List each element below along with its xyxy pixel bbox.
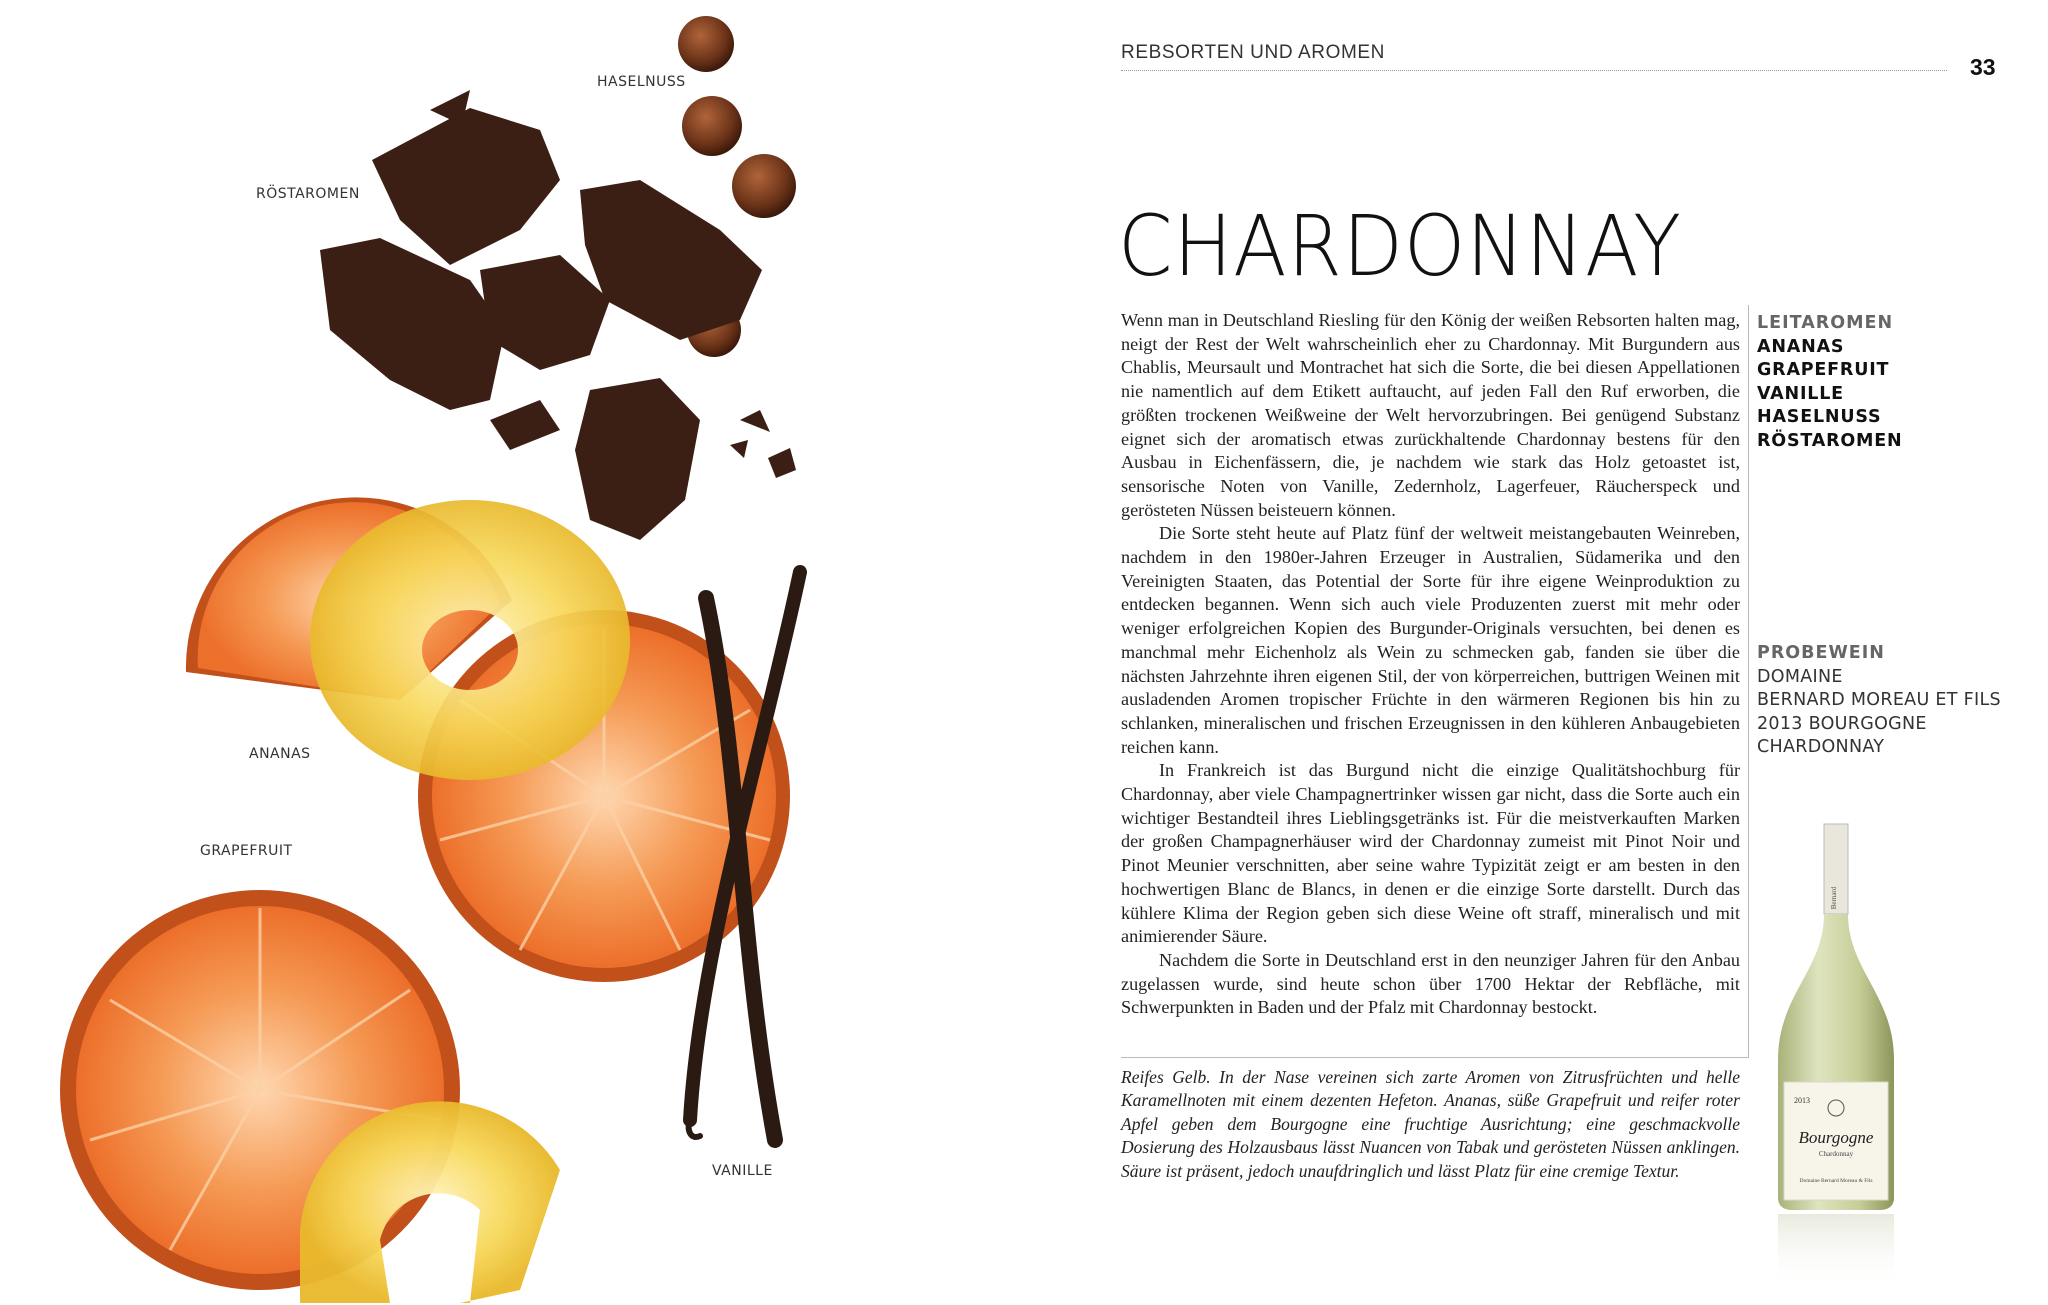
leitaromen-heading: LEITAROMEN xyxy=(1757,313,1894,333)
bottle-name: Bourgogne xyxy=(1798,1128,1874,1147)
column-divider xyxy=(1748,305,1749,1057)
label-ananas: ANANAS xyxy=(249,746,311,762)
hazelnut xyxy=(682,96,742,156)
label-vanille: VANILLE xyxy=(712,1163,773,1179)
article-paragraph: Die Sorte steht heute auf Platz fünf der weltweit meistangebauten Weinreben, nachdem in den 1980er-Jahren Erzeuger in Australien, Südamerika und den Vereinigten Staaten, das Potential der Sorte für ihre eigene Weinproduktion zu entdecken begannen. Wenn sich auch viele Produzenten zuerst mit mehr oder weniger erfolgreichen Kopien des Burgunder-Originals versuchten, bei denen es manchmal mehr Eichenholz als Wein zu schmecken gab, fanden sie über die nächsten Jahrzehnte ihren eigenen Stil, der von körperreichen, buttrigen Weinen mit ausladenden Aromen tropischer Früchte in den wärmeren Regionen bis hin zu schlanken, mineralischen und frischen Erzeugnissen in den kühleren Anbaugebieten reichen kann. xyxy=(1121,523,1740,757)
label-roestaromen: RÖSTAROMEN xyxy=(256,186,360,202)
article-paragraph: In Frankreich ist das Burgund nicht die einzige Qualitätshochburg für Chardonnay, aber viele Champagnertrinker wissen gar nicht, dass die Sorte auch ein wichtiger Bestandteil ihres Lieblingsgetränks ist. Für die meistverkauften Marken der großen Champagnerhäuser wird der Chardonnay zumeist mit Pinot Noir und Pinot Meunier verschnitten, aber seine wahre Typizität zeigt er am besten in den hochwertigen Blanc de Blancs, in denen er die einzige Sorte darstellt. Durch das kühlere Klima der Region geben sich diese Weine oft straff, mineralisch und mit animierender Säure. xyxy=(1121,760,1740,947)
aroma-item: GRAPEFRUIT xyxy=(1757,360,1890,380)
bottle-capsule-text: Bernard xyxy=(1830,886,1838,910)
label-haselnuss: HASELNUSS xyxy=(597,74,686,90)
probewein-box xyxy=(1757,642,2001,760)
bottle-vintage: 2013 xyxy=(1794,1096,1810,1105)
aroma-item: VANILLE xyxy=(1757,383,1844,404)
hazelnut xyxy=(678,16,734,72)
probewein-heading: PROBEWEIN xyxy=(1757,643,1885,663)
bottle-producer: Domaine Bernard Moreau & Fils xyxy=(1799,1178,1873,1184)
tasting-note-divider xyxy=(1121,1057,1749,1058)
tasting-note: Reifes Gelb. In der Nase vereinen sich zarte Aromen von Zitrusfrüchten und helle Karamellnoten mit einem dezenten Hefeton. Ananas, süße Grapefruit und reifer roter Apfel geben dem Bourgogne eine fruchtige Ausrichtung; eine geschmackvolle Dosierung des Holzausbaus lässt Nuancen von Tabak und gerösteten Nüssen anklingen. Säure ist präsent, jedoch unaufdringlich und lässt Platz für eine cremige Textur. xyxy=(1121,1067,1740,1181)
page-number: 33 xyxy=(1970,54,1996,80)
article-body xyxy=(1121,309,1740,1020)
probewein-line: CHARDONNAY xyxy=(1757,737,1885,757)
article-paragraph: Nachdem die Sorte in Deutschland erst in den neunziger Jahren für den Anbau zugelassen wurde, sind heute schon über 1700 Hektar der Rebfläche, mit Schwerpunkten in Baden und der Pfalz mit Chardonnay bestockt. xyxy=(1121,949,1740,1018)
section-header: REBSORTEN UND AROMEN xyxy=(1121,42,1947,71)
aroma-item: RÖSTAROMEN xyxy=(1757,430,1903,451)
pineapple-ring xyxy=(310,500,630,780)
article-paragraph: Wenn man in Deutschland Riesling für den König der weißen Rebsorten halten mag, neigt der Rest der Welt wahrscheinlich eher zu Chardonnay. Mit Burgundern aus Chablis, Meursault und Montrachet hat sich die Sorte, die bei diesen Appellationen nie namentlich auf dem Etikett auftaucht, auf jeden Fall den Ruf erworben, die größten trockenen Weißweine der Welt hervorzubringen. Bei genügend Substanz eignet sich der aromatisch etwas zurückhaltende Chardonnay bestens für den Ausbau in Eichenfässern, die, je nachdem wie stark das Holz getoastet ist, sensorische Noten von Vanille, Zedernholz, Lagerfeuer, Räucherspeck und gerösteten Nüssen beisteuern können. xyxy=(1121,310,1740,520)
hazelnut xyxy=(732,154,796,218)
probewein-line: 2013 BOURGOGNE xyxy=(1757,713,1927,734)
aroma-item: ANANAS xyxy=(1757,336,1845,357)
probewein-line: BERNARD MOREAU ET FILS xyxy=(1757,690,2001,710)
page-title: CHARDONNAY xyxy=(1118,197,1682,295)
probewein-line: DOMAINE xyxy=(1757,666,1843,687)
label-grapefruit: GRAPEFRUIT xyxy=(200,843,293,859)
leitaromen-box xyxy=(1757,312,1902,453)
roast-chunks xyxy=(320,90,796,540)
aroma-item: HASELNUSS xyxy=(1757,407,1882,427)
bottle-variety: Chardonnay xyxy=(1818,1150,1854,1158)
wine-bottle-image xyxy=(1762,820,1910,1300)
